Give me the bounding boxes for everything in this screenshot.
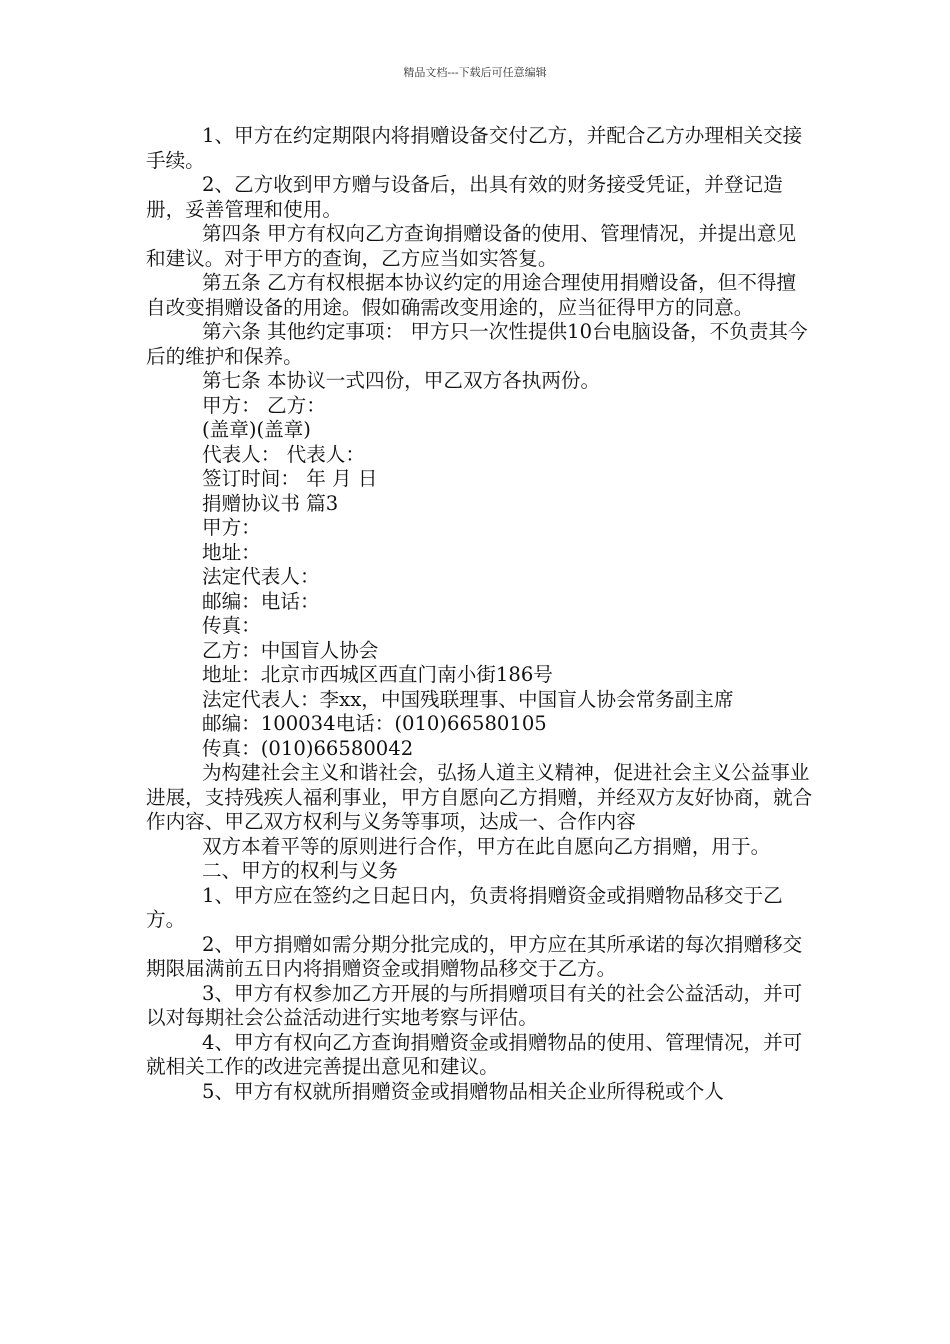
- paragraph: 第七条 本协议一式四份，甲乙双方各执两份。: [202, 369, 601, 392]
- party-field: 乙方：中国盲人协会: [202, 638, 379, 662]
- paragraph: 4、甲方有权向乙方查询捐赠资金或捐赠物品的使用、管理情况，并可就相关工作的改进完善提出意见和建议。: [146, 1030, 803, 1078]
- paragraph: 1、甲方应在签约之日起日内，负责将捐赠资金或捐赠物品移交于乙方。: [146, 883, 783, 931]
- paragraph: 第六条 其他约定事项： 甲方只一次性提供10台电脑设备，不负责其今后的维护和保养。: [146, 320, 808, 368]
- paragraph: 1、甲方在约定期限内将捐赠设备交付乙方，并配合乙方办理相关交接手续。: [146, 124, 803, 172]
- paragraph: 2、甲方捐赠如需分期分批完成的，甲方应在其所承诺的每次捐赠移交期限届满前五日内将捐赠资金或捐赠物品移交于乙方。: [146, 932, 803, 980]
- party-field: 邮编：100034电话：(010)66580105: [202, 712, 547, 735]
- party-field: 法定代表人：李xx，中国残联理事、中国盲人协会常务副主席: [202, 687, 734, 711]
- document-body: [146, 124, 814, 1104]
- signature-line: (盖章)(盖章): [202, 418, 311, 441]
- party-field: 邮编：电话：: [202, 589, 320, 613]
- signature-line: 签订时间： 年 月 日: [202, 467, 378, 490]
- paragraph: 5、甲方有权就所捐赠资金或捐赠物品相关企业所得税或个人: [202, 1079, 724, 1103]
- paragraph: 第五条 乙方有权根据本协议约定的用途合理使用捐赠设备，但不得擅自改变捐赠设备的用途。假如确需改变用途的，应当征得甲方的同意。: [146, 271, 797, 319]
- party-field: 传真：: [202, 614, 261, 637]
- party-field: 传真：(010)66580042: [202, 736, 414, 760]
- party-field: 法定代表人：: [202, 565, 320, 588]
- section-heading: 二、甲方的权利与义务: [202, 859, 398, 882]
- paragraph: 为构建社会主义和谐社会，弘扬人道主义精神，促进社会主义公益事业进展，支持残疾人福利事业，甲方自愿向乙方捐赠，并经双方友好协商，就合作内容、甲乙双方权利与义务等事项，达成一、合作内容: [146, 761, 813, 833]
- party-field: 地址：北京市西城区西直门南小街186号: [202, 663, 553, 686]
- paragraph: 3、甲方有权参加乙方开展的与所捐赠项目有关的社会公益活动，并可以对每期社会公益活动进行实地考察与评估。: [146, 981, 803, 1029]
- page-header: 精品文档---下载后可任意编辑: [403, 66, 547, 79]
- signature-line: 甲方： 乙方：: [202, 393, 326, 417]
- paragraph: 第四条 甲方有权向乙方查询捐赠设备的使用、管理情况，并提出意见和建议。对于甲方的查询，乙方应当如实答复。: [146, 222, 797, 270]
- paragraph: 2、乙方收到甲方赠与设备后，出具有效的财务接受凭证，并登记造册，妥善管理和使用。: [146, 173, 783, 221]
- paragraph: 双方本着平等的原则进行合作，甲方在此自愿向乙方捐赠，用于。: [202, 834, 771, 858]
- party-field: 地址：: [202, 540, 261, 564]
- party-field: 甲方：: [202, 516, 261, 539]
- signature-line: 代表人： 代表人：: [202, 442, 365, 466]
- section-title: 捐赠协议书 篇3: [202, 491, 339, 515]
